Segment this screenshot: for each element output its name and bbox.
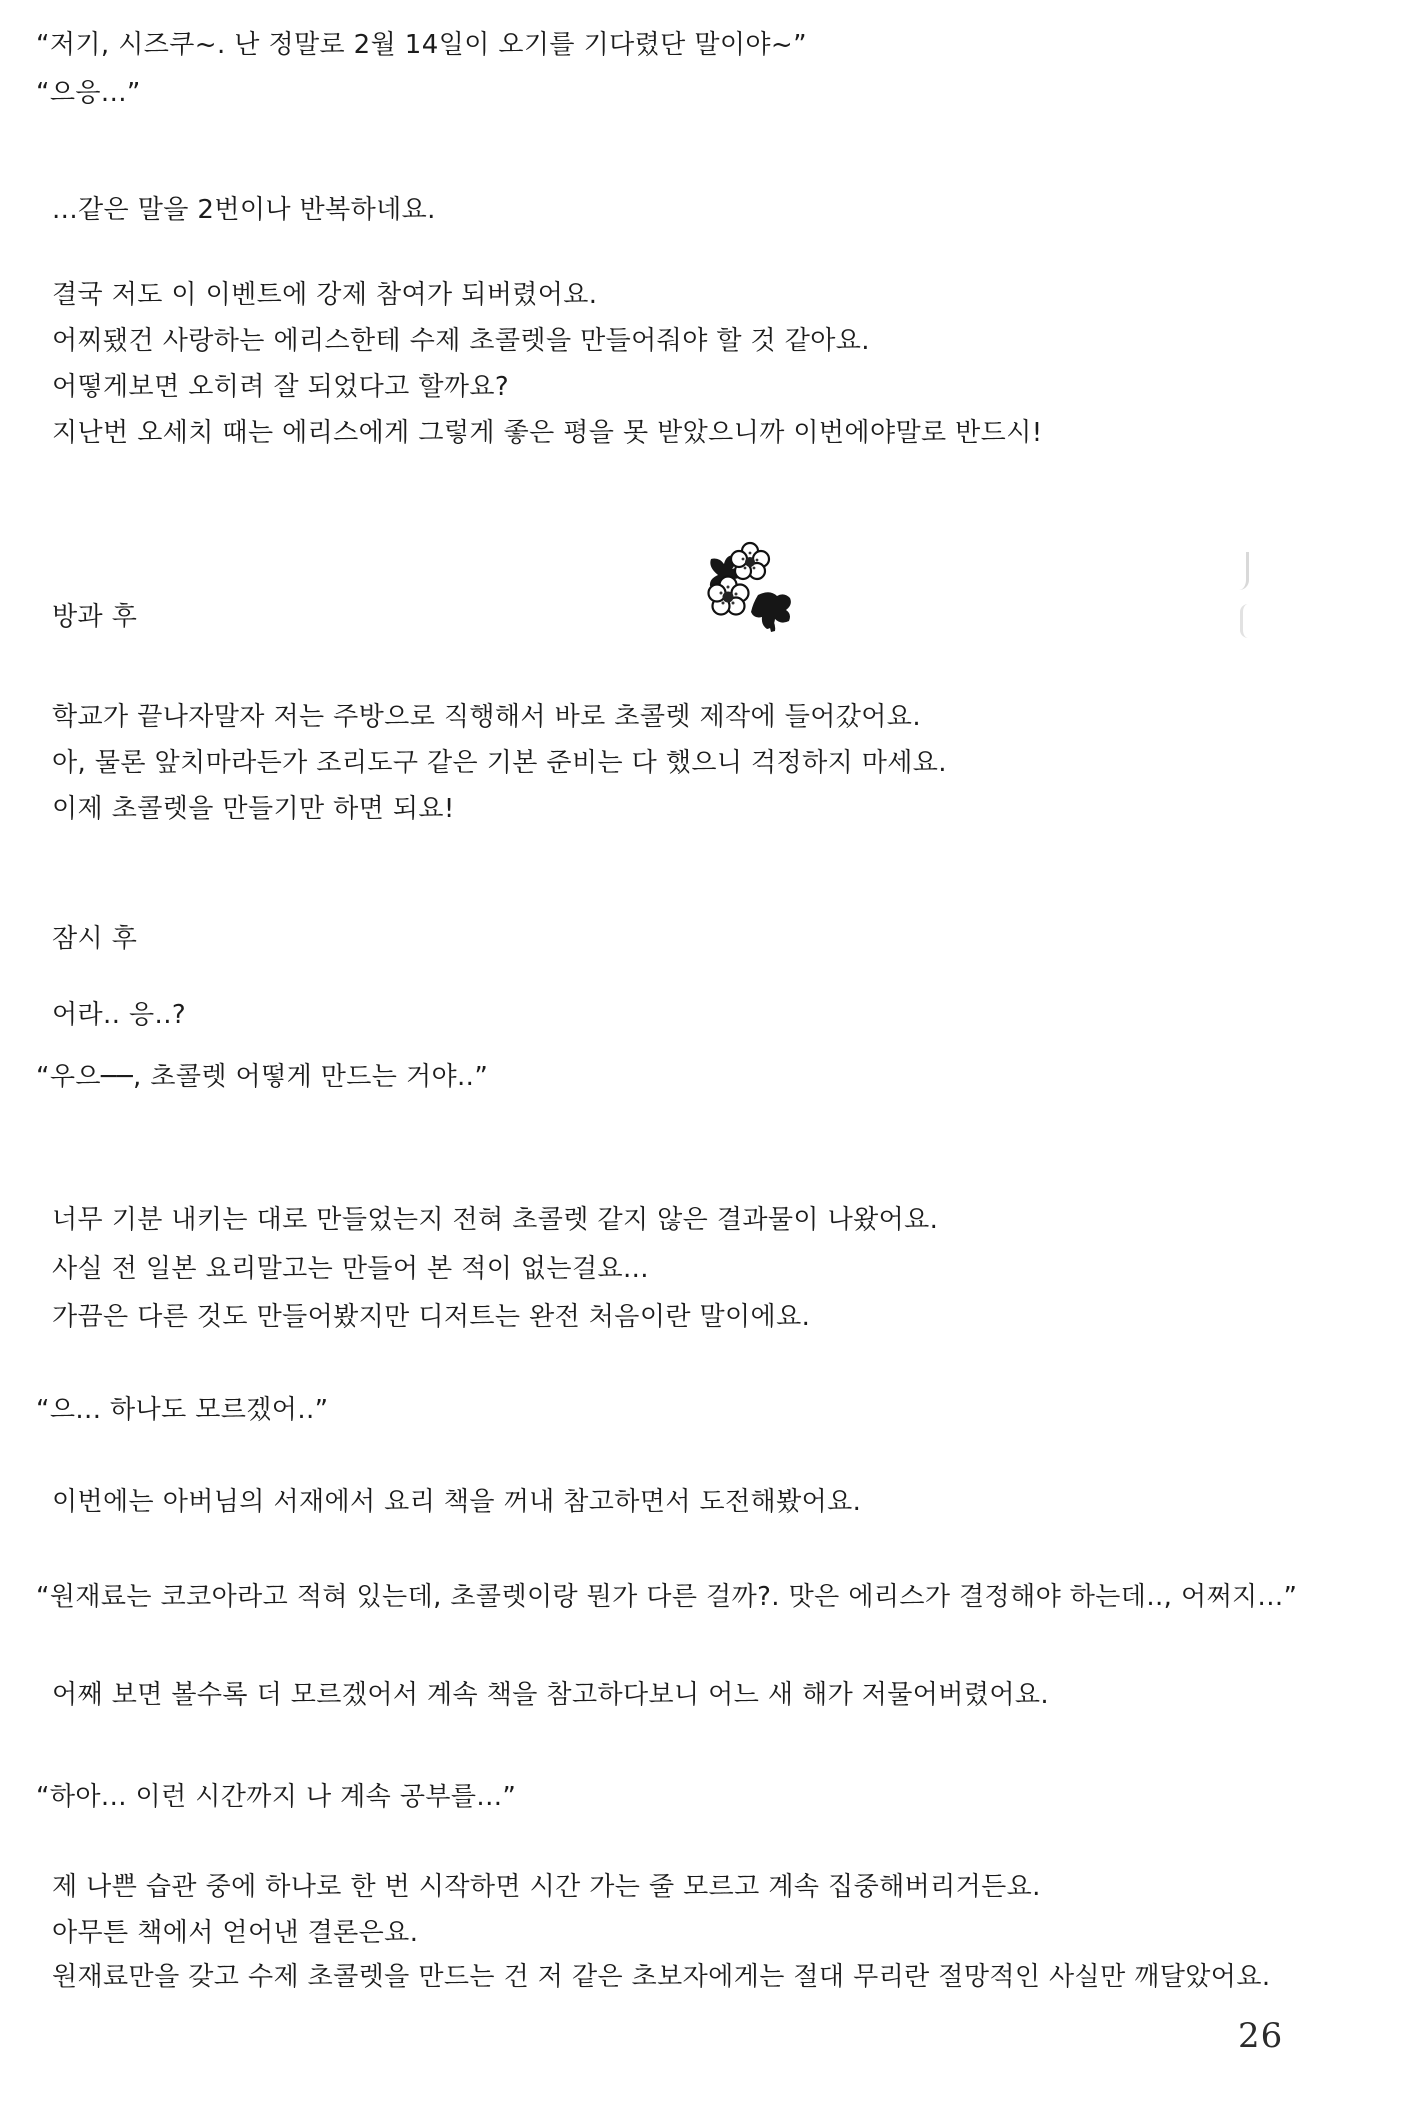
page-number: 26 xyxy=(1238,2016,1284,2056)
narration-line: 사실 전 일본 요리말고는 만들어 본 적이 없는걸요... xyxy=(52,1254,649,1284)
narration-line: 너무 기분 내키는 대로 만들었는지 전혀 초콜렛 같지 않은 결과물이 나왔어요. xyxy=(52,1205,939,1235)
section-label: 잠시 후 xyxy=(52,924,138,954)
plum-blossom-icon xyxy=(688,533,800,635)
narration-line: 어떻게보면 오히려 잘 되었다고 할까요? xyxy=(52,372,510,402)
narration-line: 어찌됐건 사랑하는 에리스한테 수제 초콜렛을 만들어줘야 할 것 같아요. xyxy=(52,326,870,356)
dialogue-line: “원재료는 코코아라고 적혀 있는데, 초콜렛이랑 뭔가 다른 걸까?. 맛은 에리스가 결정해야 하는데.., 어쩌지...” xyxy=(36,1582,1298,1612)
narration-line: 이번에는 아버님의 서재에서 요리 책을 꺼내 참고하면서 도전해봤어요. xyxy=(52,1487,862,1517)
dialogue-line: “으... 하나도 모르겠어..” xyxy=(36,1395,329,1425)
scan-artifact xyxy=(1240,604,1251,638)
dialogue-line: “저기, 시즈쿠~. 난 정말로 2월 14일이 오기를 기다렸단 말이야~” xyxy=(36,30,807,60)
narration-line: 이제 초콜렛을 만들기만 하면 되요! xyxy=(52,794,455,824)
narration-line: 어라.. 응..? xyxy=(52,1000,187,1030)
narration-line: 원재료만을 갖고 수제 초콜렛을 만드는 건 저 같은 초보자에게는 절대 무리란 절망적인 사실만 깨달았어요. xyxy=(52,1962,1271,1992)
narration-line: ...같은 말을 2번이나 반복하네요. xyxy=(52,195,436,225)
narration-line: 지난번 오세치 때는 에리스에게 그렇게 좋은 평을 못 받았으니까 이번에야말로 반드시! xyxy=(52,418,1043,448)
scan-artifact xyxy=(1236,552,1249,590)
dialogue-line: “하아... 이런 시간까지 나 계속 공부를...” xyxy=(36,1782,517,1812)
narration-line: 학교가 끝나자말자 저는 주방으로 직행해서 바로 초콜렛 제작에 들어갔어요. xyxy=(52,702,921,732)
narration-line: 제 나쁜 습관 중에 하나로 한 번 시작하면 시간 가는 줄 모르고 계속 집중해버리거든요. xyxy=(52,1872,1041,1902)
narration-line: 결국 저도 이 이벤트에 강제 참여가 되버렸어요. xyxy=(52,280,598,310)
narration-line: 가끔은 다른 것도 만들어봤지만 디저트는 완전 처음이란 말이에요. xyxy=(52,1302,811,1332)
section-label: 방과 후 xyxy=(52,602,138,632)
dialogue-line: “으응...” xyxy=(36,78,141,108)
narration-line: 아무튼 책에서 얻어낸 결론은요. xyxy=(52,1918,419,1948)
dialogue-line: “우으──, 초콜렛 어떻게 만드는 거야..” xyxy=(36,1062,489,1092)
narration-line: 아, 물론 앞치마라든가 조리도구 같은 기본 준비는 다 했으니 걱정하지 마세요. xyxy=(52,748,947,778)
narration-line: 어째 보면 볼수록 더 모르겠어서 계속 책을 참고하다보니 어느 새 해가 저물어버렸어요. xyxy=(52,1680,1050,1710)
